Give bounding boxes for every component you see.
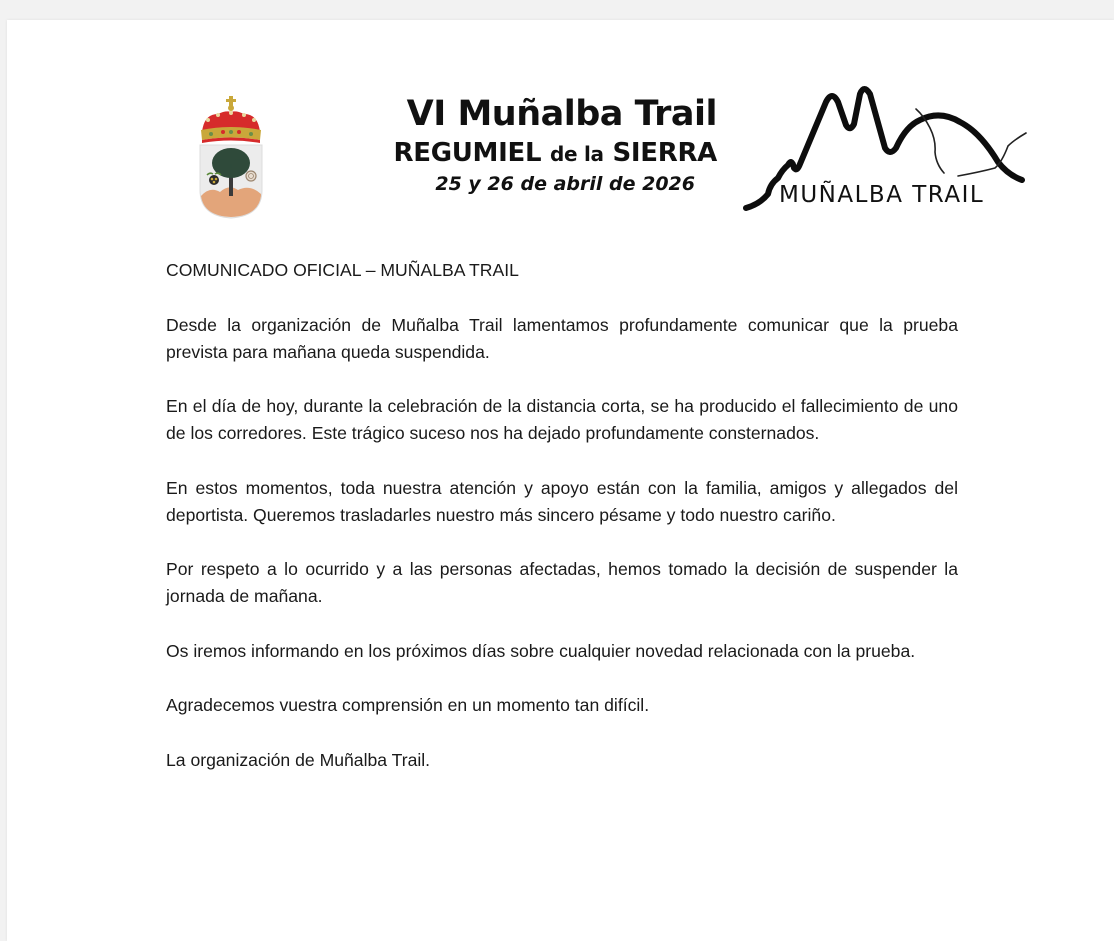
paragraph-suspension-notice: Desde la organización de Muñalba Trail lamentamos profundamente comunicar que la prueba prevista para mañana queda suspendida. [166, 314, 958, 362]
location-connector: de la [550, 142, 604, 166]
event-location [347, 136, 717, 171]
location-town: REGUMIEL [393, 138, 542, 168]
event-title: VI Muñalba Trail [406, 94, 717, 134]
trail-logo-text: MUÑALBA TRAIL [779, 182, 985, 208]
paragraph-incident: En el día de hoy, durante la celebración de la distancia corta, se ha producido el fallecimiento de uno de los corredores. Este trágico suceso nos ha dejado profundamente consternados. [166, 396, 958, 443]
document-heading: COMUNICADO OFICIAL – MUÑALBA TRAIL [166, 260, 519, 280]
document-page [7, 20, 1114, 941]
event-dates: 25 y 26 de abril de 2026 [435, 173, 695, 195]
document-body [166, 257, 958, 801]
paragraph-decision: Por respeto a lo ocurrido y a las personas afectadas, hemos tomado la decisión de suspender la jornada de mañana. [166, 559, 958, 606]
paragraph-updates: Os iremos informando en los próximos días sobre cualquier novedad relacionada con la prueba. [166, 640, 916, 661]
event-title-block [347, 92, 717, 197]
paragraph-condolences: En estos momentos, toda nuestra atención y apoyo están con la familia, amigos y allegados del deportista. Queremos trasladarles nuestro más sincero pésame y todo nuestro cariño. [166, 477, 958, 525]
coat-of-arms-icon [196, 96, 266, 220]
location-region: SIERRA [612, 138, 717, 168]
document-header [7, 20, 1114, 240]
paragraph-thanks: Agradecemos vuestra comprensión en un momento tan difícil. [166, 695, 650, 715]
document-signoff: La organización de Muñalba Trail. [166, 749, 431, 770]
